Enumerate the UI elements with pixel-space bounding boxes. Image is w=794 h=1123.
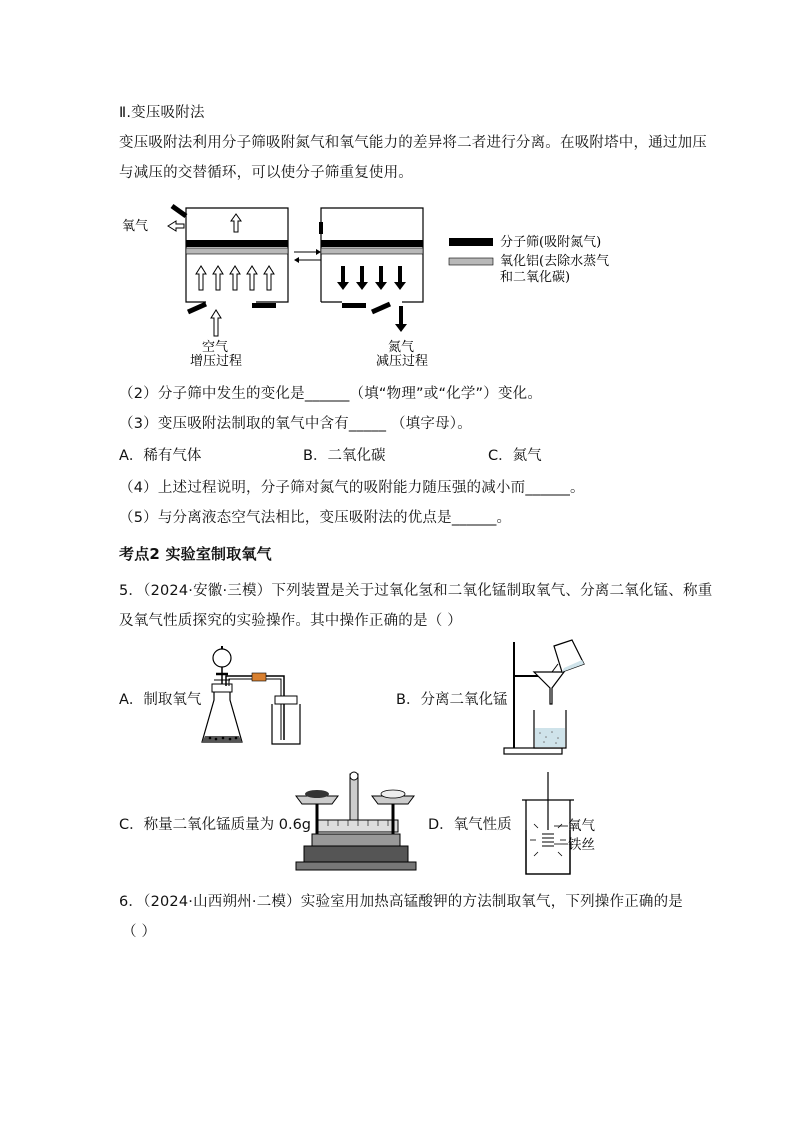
filtration-apparatus <box>500 638 596 756</box>
problem5-line-2: 及氧气性质探究的实验操作。其中操作正确的是（ ） <box>119 613 462 629</box>
right-closed-valve <box>342 303 366 308</box>
right-down-arrows <box>337 266 406 290</box>
option-a-label: A．制取氧气 <box>119 692 202 708</box>
balance-apparatus <box>292 770 418 874</box>
legend-sieve-label: 分子筛(吸附氮气) <box>500 235 602 250</box>
outlet-valve <box>372 304 390 312</box>
legend-sieve-swatch <box>449 238 493 246</box>
vent-valve <box>172 206 186 216</box>
oxygen-bottle-apparatus <box>508 770 624 882</box>
problem5-line-1: 5．（2024·安徽·三模）下列装置是关于过氧化氢和二氧化锰制取氧气、分离二氧化锰、称重 <box>119 583 713 599</box>
up-arrow <box>231 214 241 232</box>
exam-point-heading: 考点2 实验室制取氧气 <box>119 545 272 563</box>
nitrogen-out-arrow <box>399 306 403 324</box>
oxygen-out-arrow <box>168 221 184 231</box>
sieve-band-right <box>321 240 423 247</box>
option-d-label: D．氧气性质 <box>428 817 512 833</box>
nitrogen-label: 氮气 <box>388 340 415 355</box>
closed-valve <box>252 303 276 308</box>
question-2: （2）分子筛中发生的变化是______（填“物理”或“化学”）变化。 <box>119 386 543 402</box>
d-oxygen-label: 氧气 <box>568 818 595 834</box>
option-c-label: C．称量二氧化锰质量为 0.6g <box>119 817 311 833</box>
sieve-band-left <box>186 240 288 247</box>
q3-option-c: C．氮气 <box>488 448 542 464</box>
flask-apparatus <box>196 644 312 748</box>
oxygen-label: 氧气 <box>122 219 149 234</box>
section-title: Ⅱ.变压吸附法 <box>119 105 205 121</box>
legend-alumina-label-1: 氧化铝(去除水蒸气 <box>500 254 610 269</box>
question-4: （4）上述过程说明，分子筛对氮气的吸附能力随压强的减小而______。 <box>119 480 585 496</box>
q3-option-b: B．二氧化碳 <box>303 448 386 464</box>
pressurize-label: 增压过程 <box>190 354 243 369</box>
right-tower <box>321 208 423 302</box>
q3-option-a: A．稀有气体 <box>119 448 202 464</box>
problem6-line-2: （ ） <box>122 924 157 940</box>
alumina-band-left <box>186 248 288 254</box>
intro-line-2: 与减压的交替循环，可以使分子筛重复使用。 <box>119 165 413 181</box>
air-in-arrow <box>211 310 221 336</box>
question-5: （5）与分离液态空气法相比，变压吸附法的优点是______。 <box>119 510 512 526</box>
intro-line-1: 变压吸附法利用分子筛吸附氮气和氧气能力的差异将二者进行分离。在吸附塔中，通过加压 <box>119 135 707 151</box>
option-b-label: B．分离二氧化锰 <box>396 692 508 708</box>
inlet-valve <box>188 304 206 312</box>
legend-alumina-swatch <box>449 258 493 265</box>
legend-alumina-label-2: 和二氧化碳) <box>500 270 571 285</box>
problem6-line-1: 6．（2024·山西朔州·二模）实验室用加热高锰酸钾的方法制取氧气，下列操作正确的是 <box>119 894 683 910</box>
depressurize-label: 减压过程 <box>376 354 429 369</box>
alumina-band-right <box>321 248 423 254</box>
left-up-arrows <box>196 266 274 290</box>
psa-diagram <box>110 198 670 370</box>
d-wire-label: 铁丝 <box>568 837 595 853</box>
air-label: 空气 <box>202 340 229 355</box>
question-3: （3）变压吸附法制取的氧气中含有_____ （填字母）。 <box>119 416 472 432</box>
